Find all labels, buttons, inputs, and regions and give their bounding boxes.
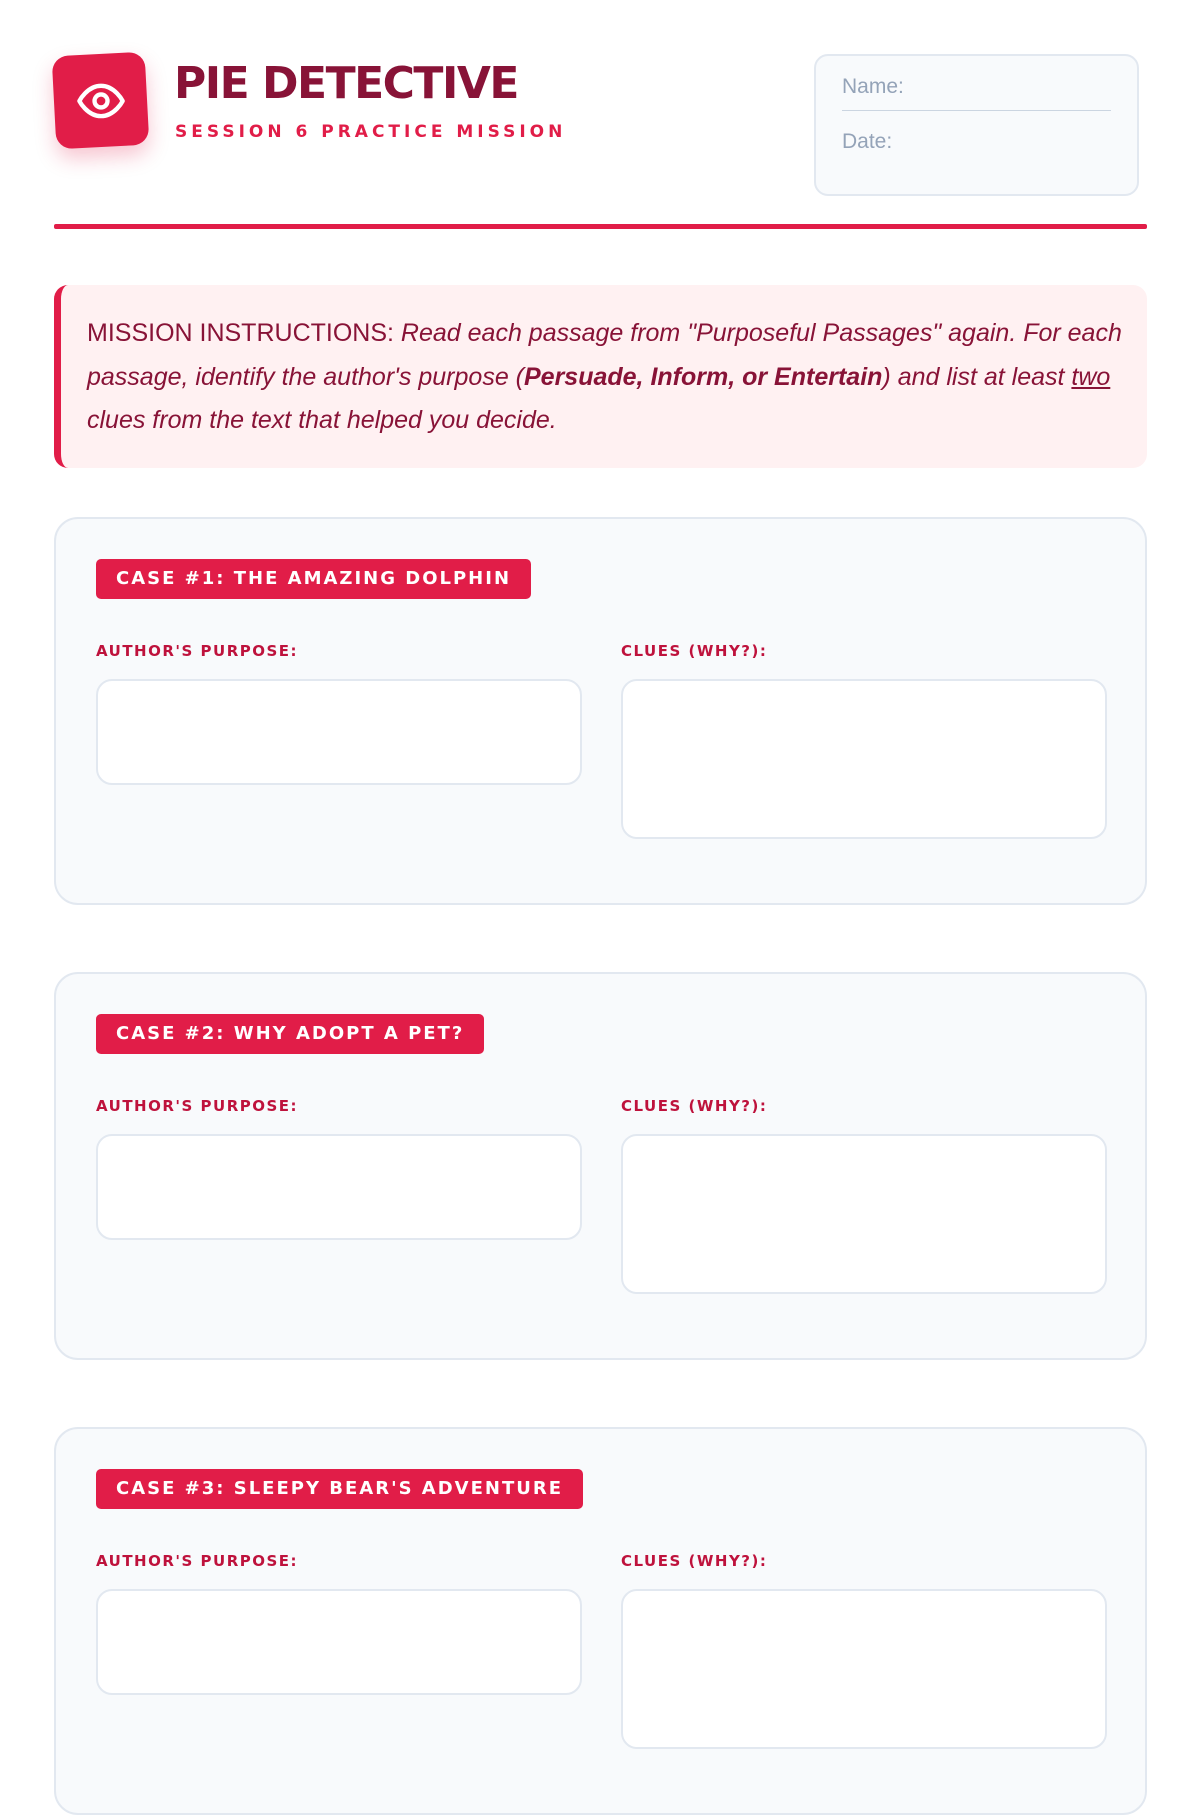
case-title-badge: CASE #3: SLEEPY BEAR'S ADVENTURE [96,1469,583,1509]
instructions-part3: clues from the text that helped you decide. [87,406,557,434]
header-divider [54,224,1147,229]
authors-purpose-answer-box[interactable] [96,1134,582,1240]
authors-purpose-label: AUTHOR'S PURPOSE: [96,642,299,660]
eye-icon [75,75,127,127]
header [54,52,1147,200]
page-subtitle: SESSION 6 PRACTICE MISSION [175,122,567,142]
authors-purpose-answer-box[interactable] [96,1589,582,1695]
authors-purpose-answer-box[interactable] [96,679,582,785]
clues-answer-box[interactable] [621,1589,1107,1749]
instructions-part1: Read each passage from "Purposeful Passages" again. For each passage, identify the author's purpose ( [87,319,1122,391]
authors-purpose-label: AUTHOR'S PURPOSE: [96,1552,299,1570]
authors-purpose-label: AUTHOR'S PURPOSE: [96,1097,299,1115]
logo-badge [52,52,150,150]
case-card [54,972,1147,1360]
date-label: Date: [842,130,893,153]
clues-answer-box[interactable] [621,679,1107,839]
case-card [54,517,1147,905]
clues-label: CLUES (WHY?): [621,642,768,660]
case-card [54,1427,1147,1815]
clue-count: two [1071,362,1111,391]
clues-answer-box[interactable] [621,1134,1107,1294]
clues-label: CLUES (WHY?): [621,1552,768,1570]
case-title-badge: CASE #1: THE AMAZING DOLPHIN [96,559,531,599]
case-title-badge: CASE #2: WHY ADOPT A PET? [96,1014,484,1054]
clues-label: CLUES (WHY?): [621,1097,768,1115]
name-label: Name: [842,75,904,98]
instructions-lead: MISSION INSTRUCTIONS: [87,319,394,347]
instructions-part2: ) and list at least [882,362,1072,391]
mission-instructions [54,285,1147,468]
page-title: PIE DETECTIVE [174,58,518,109]
date-field[interactable] [842,111,1111,165]
purpose-options: Persuade, Inform, or Entertain [524,362,883,391]
student-info-box [814,54,1139,196]
name-field[interactable] [842,56,1111,111]
